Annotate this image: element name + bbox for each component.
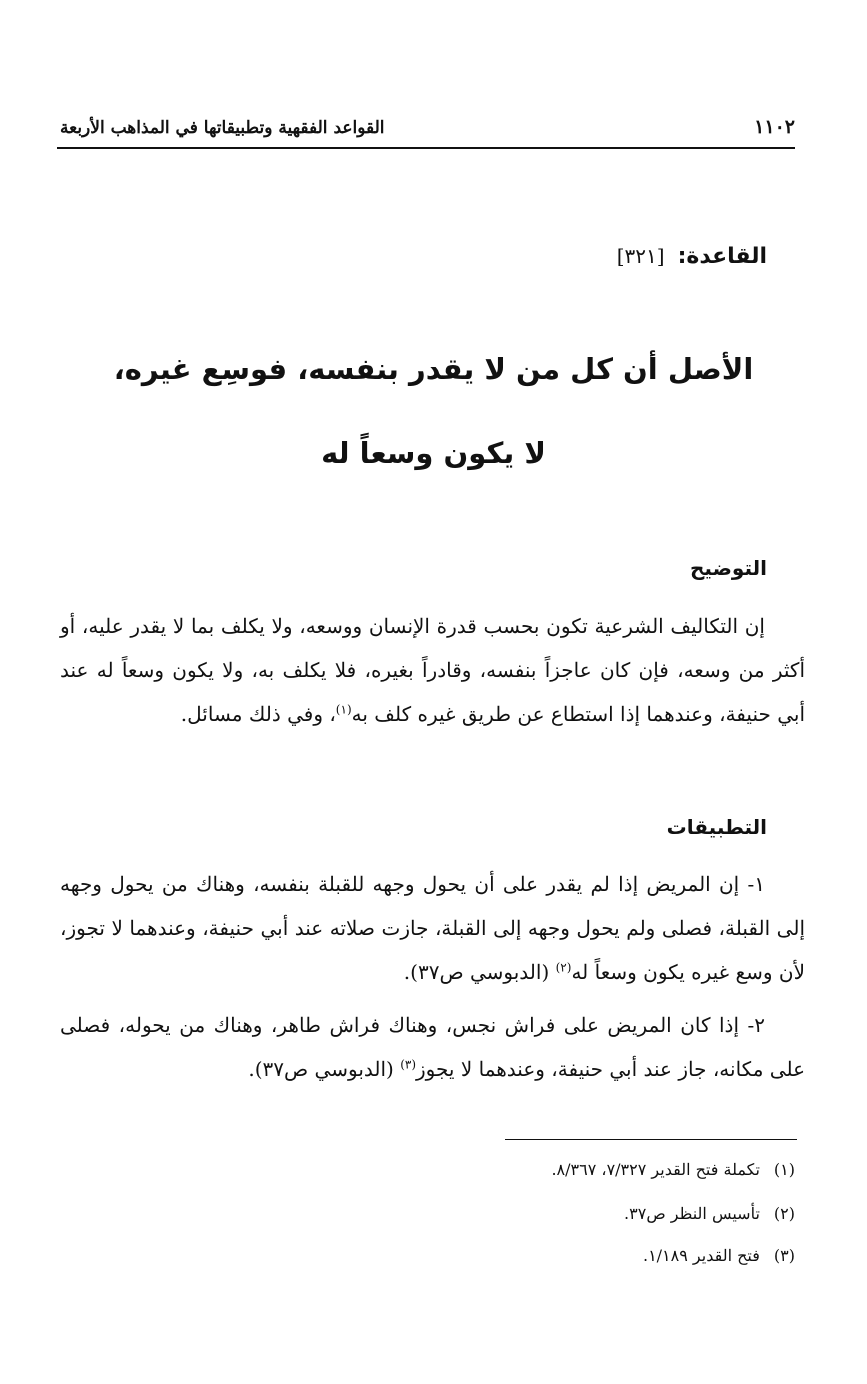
running-header-title: القواعد الفقهية وتطبيقاتها في المذاهب الأربعة: [60, 118, 385, 138]
applications-heading: التطبيقات: [666, 815, 767, 839]
rule-text-line-1: الأصل أن كل من لا يقدر بنفسه، فوسِع غيره،: [113, 352, 754, 386]
footnote-2: [624, 1204, 795, 1223]
footnote-2-number: (٢): [773, 1204, 795, 1223]
rule-heading: [617, 244, 767, 269]
footnote-1-number: (١): [773, 1160, 795, 1179]
application-item-2-source: (الدبوسي ص٣٧).: [248, 1057, 401, 1081]
explanation-paragraph: [60, 604, 805, 736]
footnote-3-number: (٣): [773, 1246, 795, 1265]
application-item-1-text: ١- إن المريض إذا لم يقدر على أن يحول وجهه للقبلة بنفسه، وهناك من يحول وجهه إلى القبلة، فصلى ولم يحول وجهه إلى القبلة، جازت صلاته عند أبي حنيفة، وعندهما لا تجوز، لأن وسع غيره يكون وسعاً له: [60, 872, 805, 984]
explanation-text: إن التكاليف الشرعية تكون بحسب قدرة الإنسان ووسعه، ولا يكلف بما لا يقدر عليه، أو أكثر من وسعه، فإن كان عاجزاً بنفسه، وقادراً بغيره، فلا يكلف به، ولا يكون وسعاً له عند أبي حنيفة، وعندهما إذا استطاع عن طريق غيره كلف به: [60, 614, 805, 726]
rule-text-line-2: لا يكون وسعاً له: [321, 436, 546, 470]
header-divider: [57, 147, 795, 149]
explanation-text-end: ، وفي ذلك مسائل.: [180, 702, 336, 726]
application-item-1: [60, 862, 805, 994]
footnote-3-text: فتح القدير ١/١٨٩.: [642, 1246, 760, 1265]
application-item-2: [60, 1003, 805, 1091]
footnote-ref-2[interactable]: (٢): [555, 960, 572, 975]
footnote-ref-3[interactable]: (٣): [400, 1057, 417, 1072]
footnote-3: [643, 1246, 795, 1265]
application-item-1-source: (الدبوسي ص٣٧).: [403, 960, 556, 984]
rule-label: القاعدة:: [677, 244, 767, 269]
rule-number: [٣٢١]: [616, 244, 665, 268]
footnote-2-text: تأسيس النظر ص٣٧.: [624, 1204, 760, 1223]
page-number: ١١٠٢: [754, 116, 795, 138]
explanation-heading: التوضيح: [690, 556, 767, 580]
footnote-ref-1[interactable]: (١): [335, 702, 352, 717]
footnote-1: [551, 1160, 795, 1179]
footnote-1-text: تكملة فتح القدير ٧/٣٢٧، ٨/٣٦٧.: [551, 1160, 760, 1179]
footnote-divider: [505, 1139, 797, 1140]
application-item-2-text: ٢- إذا كان المريض على فراش نجس، وهناك فراش طاهر، وهناك من يحوله، فصلى على مكانه، جاز عند أبي حنيفة، وعندهما لا يجوز: [60, 1013, 805, 1081]
